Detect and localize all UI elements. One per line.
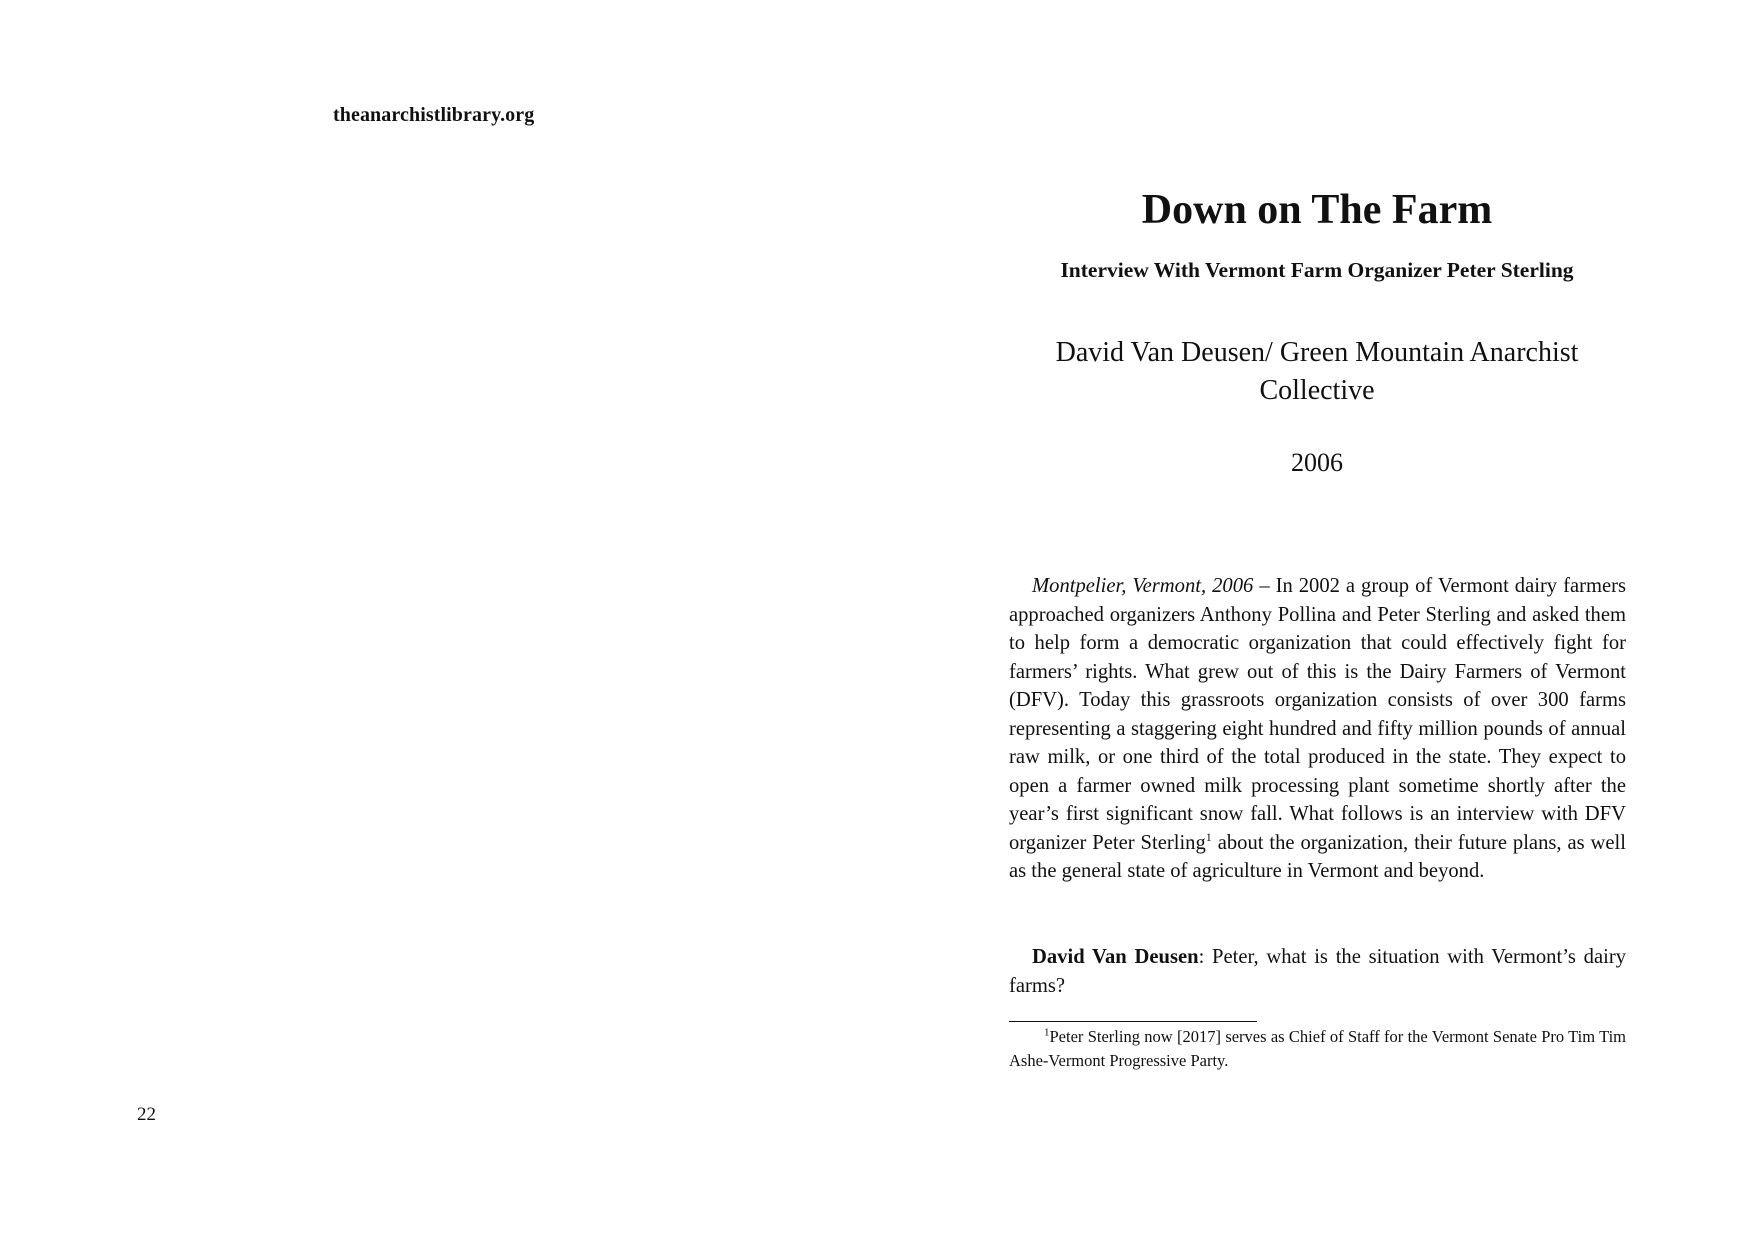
page-number: 22: [137, 1104, 156, 1125]
site-name: theanarchistlibrary.org: [333, 104, 535, 126]
document-author: David Van Deusen/ Green Mountain Anarchist Collective: [1055, 337, 1579, 406]
footnote-number: 1: [1044, 1026, 1050, 1039]
footnote-text: Peter Sterling now [2017] serves as Chief of Staff for the Vermont Senate Pro Tim Tim Ashe-Vermont Progressive Party.: [1009, 1027, 1626, 1070]
left-page: [0, 0, 874, 1241]
dateline: Montpelier, Vermont, 2006: [1032, 575, 1254, 597]
intro-paragraph: [1009, 572, 1626, 886]
document-subtitle: Interview With Vermont Farm Organizer Peter Sterling: [1060, 258, 1574, 282]
footnote-reference[interactable]: 1: [1205, 829, 1212, 844]
intro-text-part-1: – In 2002 a group of Vermont dairy farmers approached organizers Anthony Pollina and Peter Sterling and asked them to help form a democratic organization that could effectively fight for farmers’ rights. What grew out of this is the Dairy Farmers of Vermont (DFV). Today this grassroots organization consists of over 300 farms representing a staggering eight hundred and fifty million pounds of annual raw milk, or one third of the total produced in the state. They expect to open a farmer owned milk processing plant sometime shortly after the year’s first significant snow fall. What follows is an interview with DFV organizer Peter Sterling: [1009, 575, 1626, 854]
intro-text-part-2: about the organization, their future plans, as well as the general state of agriculture in Vermont and beyond.: [1009, 831, 1626, 882]
footnote-divider: [1009, 1021, 1257, 1022]
document-title: Down on The Farm: [1141, 187, 1493, 233]
right-page: [874, 0, 1749, 1241]
question-text: : Peter, what is the situation with Vermont’s dairy farms?: [1009, 946, 1626, 997]
speaker-name: David Van Deusen: [1032, 946, 1199, 968]
document-year: 2006: [1291, 448, 1343, 477]
interview-question: [1009, 943, 1626, 1000]
footnote: [1009, 1025, 1626, 1072]
